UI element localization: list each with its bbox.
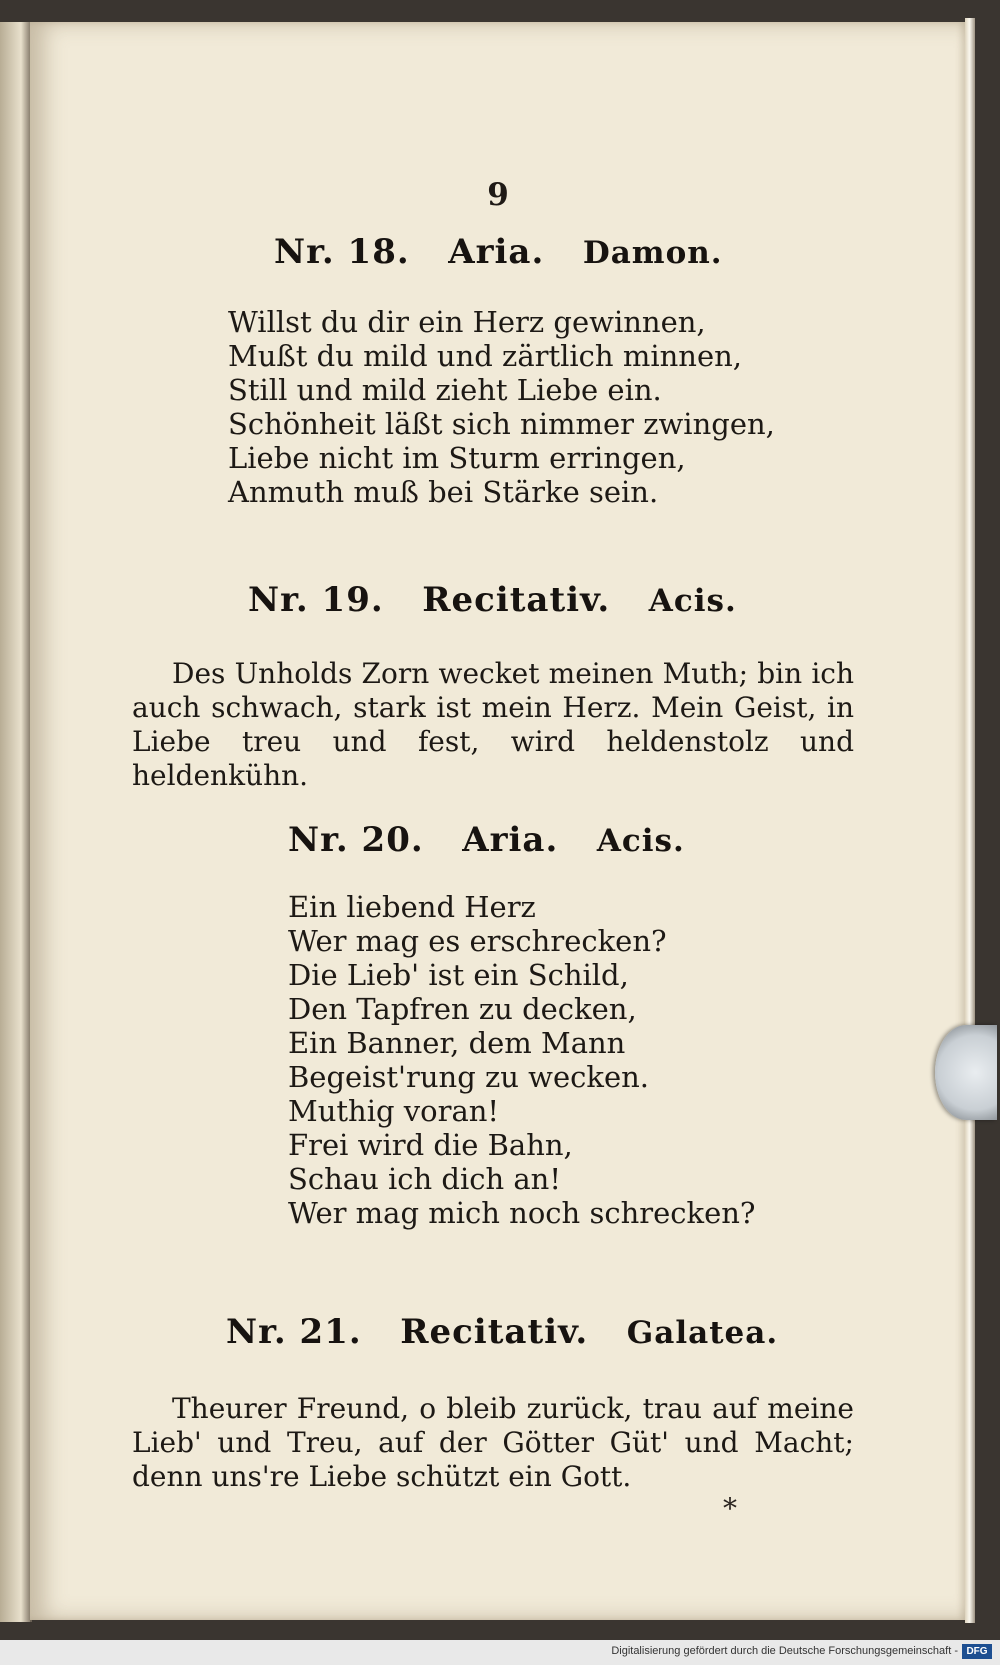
left-page-edge [0, 22, 32, 1622]
section-number: Nr. 20. [288, 820, 424, 860]
section-heading-18 [274, 232, 723, 272]
section-heading-21 [226, 1312, 778, 1352]
verse-line: Willst du dir ein Herz gewinnen, [228, 305, 706, 339]
thumb-tab [935, 1025, 997, 1120]
verse-block-20 [288, 890, 755, 1230]
verse-line: Schau ich dich an! [288, 1162, 561, 1196]
verse-line: Ein Banner, dem Mann [288, 1026, 626, 1060]
dfg-logo: DFG [962, 1644, 992, 1659]
prose-block-19: Des Unholds Zorn wecket meinen Muth; bin ich auch schwach, stark ist mein Herz. Mein Geist, in Liebe treu und fest, wird heldenstolz und heldenkühn. [132, 657, 854, 792]
verse-line: Wer mag es erschrecken? [288, 924, 667, 958]
section-number: Nr. 18. [274, 232, 410, 272]
footer-bar [0, 1640, 1000, 1665]
funding-credit: Digitalisierung gefördert durch die Deutsche Forschungsgemeinschaft - [611, 1645, 958, 1657]
page-right-edge [965, 18, 975, 1623]
verse-line: Frei wird die Bahn, [288, 1128, 573, 1162]
verse-block-18 [228, 305, 775, 509]
page-number: 9 [487, 177, 509, 213]
verse-line: Liebe nicht im Sturm erringen, [228, 441, 686, 475]
section-number: Nr. 21. [226, 1312, 362, 1352]
section-number: Nr. 19. [248, 580, 384, 620]
verse-line: Begeist'rung zu wecken. [288, 1060, 650, 1094]
book-page [30, 22, 965, 1620]
section-heading-19 [248, 580, 737, 620]
verse-line: Den Tapfren zu decken, [288, 992, 637, 1026]
verse-line: Die Lieb' ist ein Schild, [288, 958, 629, 992]
prose-block-21: Theurer Freund, o bleib zurück, trau auf meine Lieb' und Treu, auf der Götter Güt' und Macht; denn uns're Liebe schützt ein Gott. [132, 1392, 854, 1493]
verse-line: Ein liebend Herz [288, 890, 536, 924]
section-character: Acis. [648, 583, 737, 619]
section-heading-20 [288, 820, 685, 860]
section-kind: Recitativ. [422, 580, 611, 620]
verse-line: Anmuth muß bei Stärke sein. [228, 475, 659, 509]
section-character: Damon. [582, 235, 723, 271]
verse-line: Muthig voran! [288, 1094, 500, 1128]
section-kind: Recitativ. [400, 1312, 589, 1352]
section-kind: Aria. [462, 820, 559, 860]
asterisk-mark: * [723, 1492, 737, 1525]
section-character: Galatea. [626, 1315, 779, 1351]
section-character: Acis. [596, 823, 685, 859]
verse-line: Schönheit läßt sich nimmer zwingen, [228, 407, 775, 441]
verse-line: Mußt du mild und zärtlich minnen, [228, 339, 742, 373]
verse-line: Still und mild zieht Liebe ein. [228, 373, 662, 407]
verse-line: Wer mag mich noch schrecken? [288, 1196, 756, 1230]
section-kind: Aria. [448, 232, 545, 272]
